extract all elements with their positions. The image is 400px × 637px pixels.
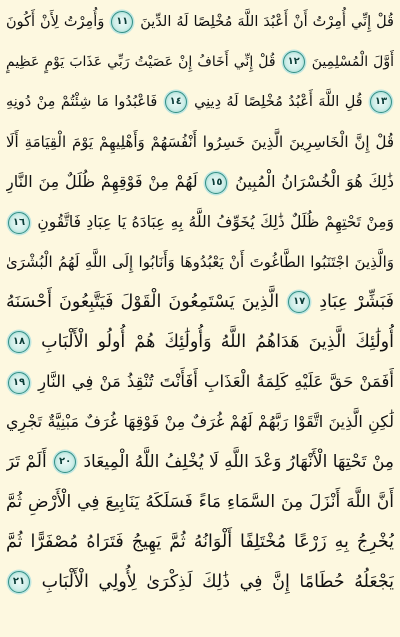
verse-text: يُخْرِجُ بِهِ زَرْعًا مُخْتَلِفًا أَلْوَانُهُ ثُمَّ يَهِيجُ فَتَرَاهُ مُصْفَرًّا ثُمَّ (6, 532, 394, 552)
verse-text: أَفَمَنْ حَقَّ عَلَيْهِ كَلِمَةُ الْعَذَابِ أَفَأَنْتَ تُنْقِذُ مَنْ فِي النَّارِ (38, 372, 394, 391)
text-line-4 (6, 122, 394, 162)
text-line-12 (6, 442, 394, 482)
ayah-number-marker: ١٨ (8, 331, 30, 353)
verse-text: أَنَّ اللَّهَ أَنْزَلَ مِنَ السَّمَاءِ مَاءً فَسَلَكَهُ يَنَابِيعَ فِي الْأَرْضِ ثُمَّ (6, 492, 394, 512)
text-line-10 (6, 362, 394, 402)
ayah-number-marker: ٢٠ (54, 451, 76, 473)
ayah-number-marker: ١٩ (8, 372, 30, 394)
ayah-number-marker: ٢١ (8, 571, 30, 593)
verse-text: قُلْ إِنِّي أُمِرْتُ أَنْ أَعْبُدَ اللَّهَ مُخْلِصًا لَهُ الدِّينَ (140, 14, 394, 30)
text-line-1 (6, 2, 394, 42)
ayah-number-marker: ١٤ (165, 91, 187, 113)
verse-text: يَجْعَلُهُ حُطَامًا إِنَّ فِي ذَٰلِكَ لَذِكْرَىٰ لِأُولِي الْأَلْبَابِ (41, 572, 394, 592)
text-line-5 (6, 162, 394, 202)
text-line-6 (6, 202, 394, 242)
verse-text: الَّذِينَ يَسْتَمِعُونَ الْقَوْلَ فَيَتَّبِعُونَ أَحْسَنَهُ (6, 292, 280, 312)
verse-text: قُلْ إِنَّ الْخَاسِرِينَ الَّذِينَ خَسِرُوا أَنْفُسَهُمْ وَأَهْلِيهِمْ يَوْمَ الْقِيَامَةِ أَلَا (6, 133, 394, 151)
text-line-11 (6, 402, 394, 442)
text-line-2 (6, 42, 394, 82)
verse-text: أُولَٰئِكَ الَّذِينَ هَدَاهُمُ اللَّهُ وَأُولَٰئِكَ هُمْ أُولُو الْأَلْبَابِ (41, 332, 394, 352)
verse-text: وَأُمِرْتُ لِأَنْ أَكُونَ (6, 14, 105, 30)
verse-text: فَبَشِّرْ عِبَادِ (319, 292, 394, 312)
text-line-15 (6, 562, 394, 602)
verse-text: أَوَّلَ الْمُسْلِمِينَ (311, 54, 394, 70)
verse-text: لَهُمْ مِنْ فَوْقِهِمْ ظُلَلٌ مِنَ النَّارِ (6, 172, 198, 191)
text-line-14 (6, 522, 394, 562)
verse-text: مِنْ تَحْتِهَا الْأَنْهَارُ وَعْدَ اللَّهِ لَا يُخْلِفُ اللَّهُ الْمِيعَادَ (83, 452, 394, 472)
ayah-number-marker: ١٧ (288, 291, 310, 313)
ayah-number-marker: ١٣ (370, 91, 392, 113)
verse-text: فَاعْبُدُوا مَا شِئْتُمْ مِنْ دُونِهِ (6, 94, 158, 110)
text-line-9 (6, 322, 394, 362)
ayah-number-marker: ١٦ (8, 212, 30, 234)
verse-text: أَلَمْ تَرَ (6, 452, 47, 472)
text-line-8 (6, 282, 394, 322)
verse-text: وَمِنْ تَحْتِهِمْ ظُلَلٌ ذَٰلِكَ يُخَوِّفُ اللَّهُ بِهِ عِبَادَهُ يَا عِبَادِ فَاتَّقُونِ (37, 213, 394, 231)
text-line-7 (6, 242, 394, 282)
verse-text: ذَٰلِكَ هُوَ الْخُسْرَانُ الْمُبِينُ (235, 172, 394, 191)
ayah-number-marker: ١١ (111, 11, 133, 33)
verse-text: قُلْ إِنِّي أَخَافُ إِنْ عَصَيْتُ رَبِّي عَذَابَ يَوْمٍ عَظِيمٍ (6, 54, 276, 70)
verse-text: قُلِ اللَّهَ أَعْبُدُ مُخْلِصًا لَهُ دِينِي (194, 94, 363, 110)
verse-text: وَالَّذِينَ اجْتَنَبُوا الطَّاغُوتَ أَنْ يَعْبُدُوهَا وَأَنَابُوا إِلَى اللَّهِ لَهُمُ الْبُشْرَىٰ (6, 253, 394, 271)
ayah-number-marker: ١٥ (205, 172, 227, 194)
verse-text: لَٰكِنِ الَّذِينَ اتَّقَوْا رَبَّهُمْ لَهُمْ غُرَفٌ مِنْ فَوْقِهَا غُرَفٌ مَبْنِيَّةٌ تَجْرِي (6, 412, 394, 431)
text-line-13 (6, 482, 394, 522)
ayah-number-marker: ١٢ (283, 51, 305, 73)
text-line-3 (6, 82, 394, 122)
